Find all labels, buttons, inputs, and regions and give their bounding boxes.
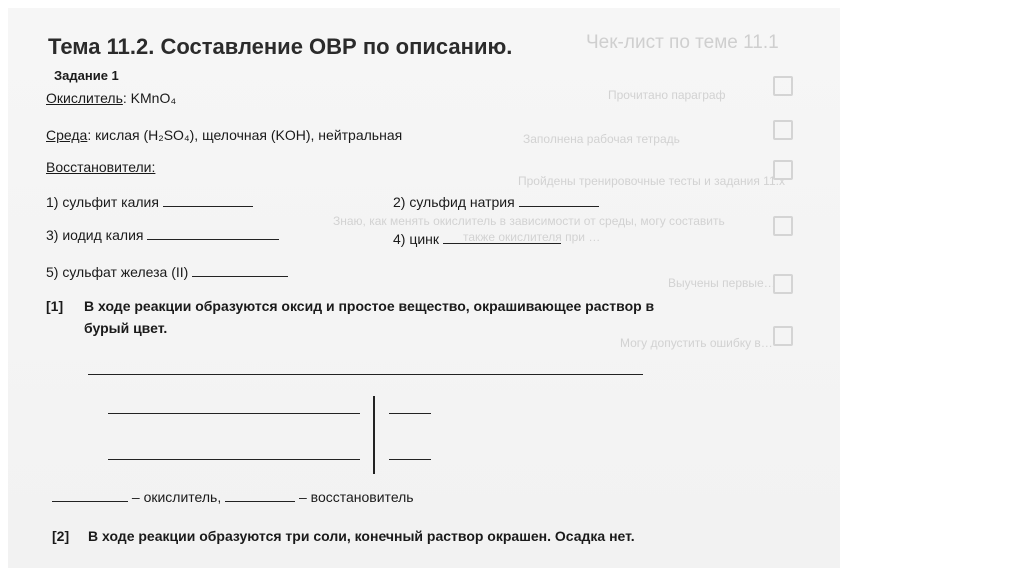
question-1-text: В ходе реакции образуются оксид и простое вещество, окрашивающее раствор в — [84, 298, 655, 314]
bleed-through-line: Пройдены тренировочные тесты и задания 11.x — [518, 174, 785, 188]
answer-blank[interactable] — [519, 193, 599, 207]
bleed-checkbox — [773, 216, 793, 236]
reducer-item — [393, 193, 599, 210]
worksheet-page — [8, 8, 840, 568]
oxidizer-role-label: – окислитель, — [131, 489, 222, 505]
answer-blank[interactable] — [147, 226, 279, 240]
reducer-role-label: – восстановитель — [299, 489, 414, 505]
medium-line — [46, 127, 402, 143]
task-label: Задание 1 — [54, 68, 119, 83]
question-1-number: [1] — [46, 298, 64, 314]
reducer-blank[interactable] — [225, 488, 295, 502]
oxidizer-label: Окислитель — [46, 90, 123, 106]
reducer-item — [46, 226, 279, 243]
coefficient-line[interactable] — [389, 413, 431, 414]
question-1-text-cont: бурый цвет. — [84, 320, 168, 336]
oxidizer-value: : KMnO₄ — [122, 90, 177, 106]
reducer-item — [46, 193, 253, 210]
answer-blank[interactable] — [443, 230, 561, 244]
equation-line[interactable] — [88, 374, 643, 375]
reducer-label: 2) сульфид натрия — [393, 194, 515, 210]
bleed-checkbox — [773, 76, 793, 96]
bleed-checkbox — [773, 120, 793, 140]
answer-blank[interactable] — [163, 193, 253, 207]
bleed-through-line: также окислителя при … — [463, 230, 601, 244]
reducer-label: 5) сульфат железа (II) — [46, 264, 189, 280]
question-2-number: [2] — [52, 528, 70, 544]
reducer-item — [46, 263, 288, 280]
bleed-through-line: Знаю, как менять окислитель в зависимости от среды, могу составить — [333, 214, 725, 228]
reducer-label: 4) цинк — [393, 231, 440, 247]
bleed-through-title: Чек-лист по теме 11.1 — [586, 32, 779, 53]
half-reaction-line[interactable] — [108, 413, 360, 414]
oxidizer-line — [46, 90, 176, 106]
medium-value: : кислая (H₂SO₄), щелочная (KOH), нейтральная — [87, 127, 403, 143]
half-reaction-line[interactable] — [108, 459, 360, 460]
medium-label: Среда — [46, 127, 88, 143]
question-2-text: В ходе реакции образуются три соли, конечный раствор окрашен. Осадка нет. — [88, 528, 635, 544]
reducers-heading: Восстановители: — [46, 159, 156, 175]
bleed-through-line: Могу допустить ошибку в… — [620, 336, 773, 350]
coefficient-line[interactable] — [389, 459, 431, 460]
answer-blank[interactable] — [192, 263, 288, 277]
bleed-through-line: Заполнена рабочая тетрадь — [523, 132, 680, 146]
bleed-checkbox — [773, 274, 793, 294]
balance-divider — [373, 396, 375, 474]
reducer-item — [393, 230, 561, 247]
reducer-label: 1) сульфит калия — [46, 194, 159, 210]
bleed-through-line: Прочитано параграф — [608, 88, 726, 102]
oxidizer-blank[interactable] — [52, 488, 128, 502]
bleed-checkbox — [773, 326, 793, 346]
reducer-label: 3) иодид калия — [46, 227, 144, 243]
bleed-checkbox — [773, 160, 793, 180]
page-title: Тема 11.2. Составление ОВР по описанию. — [48, 34, 513, 59]
roles-line — [52, 488, 414, 505]
bleed-through-line: Выучены первые… — [668, 276, 776, 290]
